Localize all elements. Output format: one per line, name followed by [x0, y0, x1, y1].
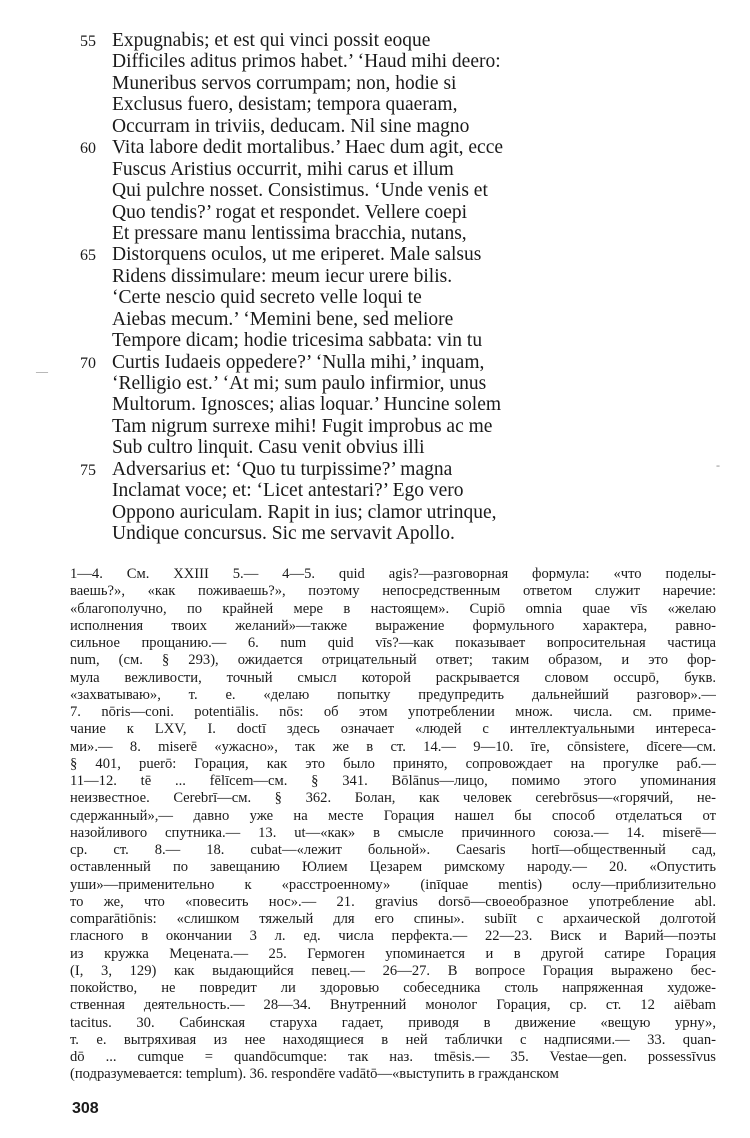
margin-mark: — [36, 364, 48, 378]
verse-line [80, 94, 720, 115]
note-line: ми».— 8. miserē «ужасно», так же в ст. 14.— 9—10. īre, cōnsistere, dīcere—см. [70, 738, 716, 755]
note-line: сильное прощанию.— 6. num quid vīs?—как показывает вопросительная частица [70, 635, 716, 651]
verse-line [80, 394, 720, 415]
note-line: dō ... cumque = quandōcumque: так наз. tmēsis.— 35. Vestae—gen. possessīvus [70, 1049, 716, 1065]
note-line: 1—4. См. XXIII 5.— 4—5. quid agis?—разговорная формула: «что поделы- [70, 566, 716, 582]
verse-text: Inclamat voce; et: ‘Licet antestari?’ Ego vero [112, 480, 464, 502]
note-line: comparātiōnis: «слишком тяжелый для его спины». subiīt с архаической долготой [70, 911, 716, 927]
note-line: ственная деятельность.— 28—34. Внутренний монолог Горация, ср. ст. 12 aiēbam [70, 997, 716, 1014]
verse-text: Tam nigrum surrexe mihi! Fugit improbus ac me [112, 415, 493, 437]
note-line: чание к LXV, I. doctī здесь означает «людей с интеллектуальными интересa- [70, 721, 716, 738]
verse-text: Difficiles aditus primos habet.’ ‘Haud mihi deero: [112, 51, 501, 73]
note-line: т. е. вытряхивая из нее находящиеся в ней таблички с надписями.— 33. quan- [70, 1031, 716, 1048]
verse-line [80, 244, 720, 265]
verse-text: Qui pulchre nosset. Consistimus. ‘Unde venis et [112, 180, 488, 202]
note-line: из кружка Мецената.— 25. Гермоген упоминается и в другой сатире Горация [70, 945, 716, 962]
verse-line [80, 330, 720, 351]
latin-poem [80, 30, 720, 545]
note-line: оставленный по завещанию Юлием Цезарем римскому народу.— 20. «Опустить [70, 859, 716, 876]
verse-text: Occurram in triviis, deducam. Nil sine magno [112, 115, 470, 137]
note-line: «благополучно, по крайней мере в настоящем». Cupiō omnia quae vīs «желаю [70, 600, 716, 617]
verse-line [80, 223, 720, 244]
verse-line [80, 416, 720, 437]
commentary-notes [70, 566, 716, 1084]
verse-text: Vita labore dedit mortalibus.’ Haec dum agit, ecce [112, 137, 504, 159]
verse-text: Sub cultro linquit. Casu venit obvius illi [112, 437, 425, 459]
verse-text: Muneribus servos corrumpam; non, hodie si [112, 72, 457, 94]
note-line: мула вежливости, точный смысл которой раскрывается словом occupō, букв. [70, 669, 716, 686]
note-line: num, (см. § 293), ожидается отрицательный ответ; таким образом, и это фор- [70, 652, 716, 669]
verse-text: ‘Certe nescio quid secreto velle loqui te [112, 287, 422, 309]
line-number: 75 [80, 461, 96, 479]
margin-mark: - [716, 458, 720, 472]
note-line: неизвестное. Cerebrī—см. § 362. Болан, как человек cerebrōsus—«горячий, не- [70, 790, 716, 807]
verse-text: Expugnabis; et est qui vinci possit eoque [112, 30, 431, 51]
verse-text: Oppono auriculam. Rapit in ius; clamor utrinque, [112, 501, 497, 523]
verse-text: Distorquens oculos, ut me eriperet. Male salsus [112, 244, 482, 266]
verse-text: Adversarius et: ‘Quo tu turpissime?’ magna [112, 458, 453, 480]
verse-text: Et pressare manu lentissima bracchia, nutans, [112, 222, 467, 244]
verse-line [80, 459, 720, 480]
verse-line [80, 309, 720, 330]
verse-text: Undique concursus. Sic me servavit Apollo. [112, 523, 455, 545]
note-line: 11—12. tē ... fēlīcem—см. § 341. Bōlānus—лицо, помимо этого упоминания [70, 773, 716, 789]
line-number: 70 [80, 354, 96, 372]
verse-text: Aiebas mecum.’ ‘Memini bene, sed meliore [112, 308, 454, 330]
verse-line [80, 502, 720, 523]
verse-line [80, 437, 720, 458]
verse-text: Quo tendis?’ rogat et respondet. Vellere coepi [112, 201, 468, 223]
verse-line [80, 51, 720, 72]
line-number: 55 [80, 33, 96, 50]
verse-line [80, 287, 720, 308]
verse-text: Curtis Iudaeis oppedere?’ ‘Nulla mihi,’ inquam, [112, 351, 485, 373]
verse-line [80, 266, 720, 287]
verse-line [80, 480, 720, 501]
verse-text: Ridens dissimulare: meum iecur urere bilis. [112, 265, 453, 287]
verse-line [80, 352, 720, 373]
note-line: то же, что «повесить нос».— 21. gravius dorsō—своеобразное употребление abl. [70, 893, 716, 910]
note-line: «захватываю», т. е. «делаю попытку предупредить дальнейший разговор».— [70, 686, 716, 703]
line-number: 65 [80, 247, 96, 265]
note-line: 7. nōris—coni. potentiālis. nōs: об этом употреблении множ. числа. см. приме- [70, 704, 716, 720]
verse-line [80, 159, 720, 180]
verse-line [80, 373, 720, 394]
note-line: ваешь?», «как поживаешь?», поэтому непосредственным ответом служит наречие: [70, 583, 716, 600]
note-line: покойство, не повредит ли здоровью собеседника столь напряженная художе- [70, 980, 716, 996]
verse-line [80, 137, 720, 158]
note-line: ср. ст. 8.— 18. cubat—«лежит больной». Caesaris hortī—общественный сад, [70, 842, 716, 858]
verse-line [80, 202, 720, 223]
note-line: сдержанный»,— давно уже на месте Горация нашел бы способ отделаться от [70, 807, 716, 824]
verse-text: ‘Relligio est.’ ‘At mi; sum paulo infirmior, unus [112, 373, 487, 394]
verse-line [80, 523, 720, 544]
verse-line [80, 73, 720, 94]
note-line: уши»—применительно к «расстроенному» (inīquae mentis) ослу—приблизительно [70, 876, 716, 893]
verse-text: Multorum. Ignosces; alias loquar.’ Huncine solem [112, 394, 502, 416]
note-line: гласного в окончании 3 л. ед. числа перфекта.— 22—23. Виск и Варий—поэты [70, 928, 716, 945]
note-line: § 401, puerō: Горация, как это было принято, сопровождает на прогулке раб.— [70, 755, 716, 772]
note-line: назойливого спутника.— 13. ut—«как» в смысле причинного союза.— 14. miserē— [70, 824, 716, 841]
verse-text: Fuscus Aristius occurrit, mihi carus et illum [112, 158, 454, 180]
verse-line [80, 30, 720, 51]
note-line: tacitus. 30. Сабинская старуха гадает, приводя в движение «вещую урну», [70, 1014, 716, 1031]
verse-line [80, 180, 720, 201]
page-number: 308 [72, 1100, 99, 1117]
note-line: (подразумевается: templum). 36. respondēre vadātō—«выступить в гражданском [70, 1066, 559, 1083]
verse-text: Exclusus fuero, desistam; tempora quaeram, [112, 94, 458, 116]
verse-line [80, 116, 720, 137]
note-line: (I, 3, 129) как выдающийся певец.— 26—27. В вопросе Горация выражено бес- [70, 962, 716, 979]
verse-text: Tempore dicam; hodie tricesima sabbata: vin tu [112, 330, 483, 352]
line-number: 60 [80, 140, 96, 158]
note-line: исполнения твоих желаний»—также выражение формульного характера, равно- [70, 617, 716, 634]
